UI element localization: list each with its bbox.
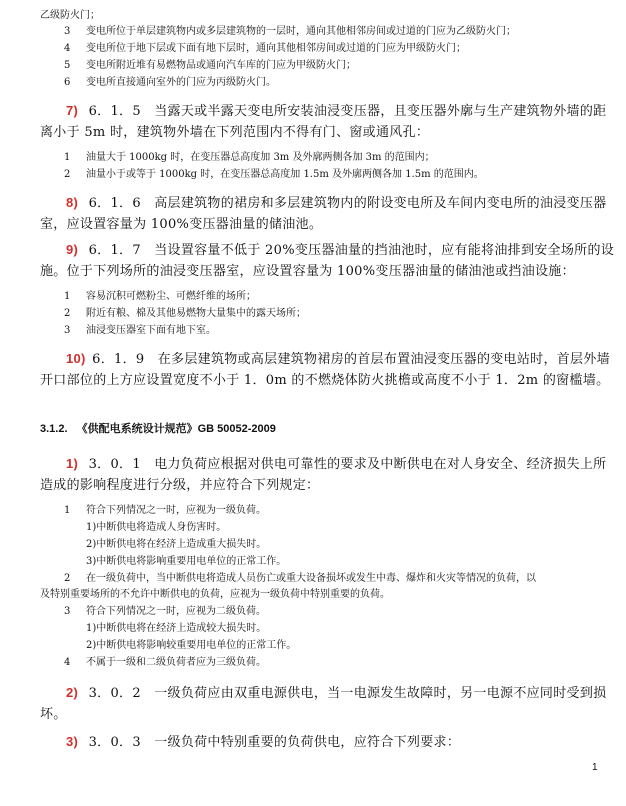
item-text: 变电所附近堆有易燃物品或通向汽车库的门应为甲级防火门； xyxy=(86,60,356,71)
item-text: 油量大于 1000kg 时，在变压器总高度加 3m 及外廓两侧各加 3m 的范围内； xyxy=(86,152,435,163)
item-text: 不属于一级和二级负荷者应为三级负荷。 xyxy=(86,657,266,668)
list-item xyxy=(64,25,516,39)
item-text: 附近有粮、棉及其他易燃物大量集中的露天场所； xyxy=(86,308,306,319)
section-heading xyxy=(40,420,276,436)
list-item xyxy=(64,605,266,619)
item-text: 变电所位于单层建筑物内或多层建筑物的一层时，通向其他相邻房间或过道的门应为乙级防火门； xyxy=(86,26,516,37)
clause-marker: 2) xyxy=(66,685,79,700)
item-number: 4 xyxy=(64,43,71,54)
sub-item: 2)中断供电将在经济上造成重大损失时。 xyxy=(86,539,267,550)
list-item xyxy=(64,151,435,165)
clause-line xyxy=(66,194,606,213)
item-number: 3 xyxy=(64,26,71,37)
clause-marker: 8) xyxy=(66,195,79,210)
list-item xyxy=(64,168,484,182)
clause-text: 3．0．3 一级负荷中特别重要的负荷供电，应符合下列要求： xyxy=(88,735,461,750)
item-text: 变电所直接通向室外的门应为丙级防火门。 xyxy=(86,77,276,88)
item-number: 3 xyxy=(64,325,71,336)
item-text: 容易沉积可燃粉尘、可燃纤维的场所； xyxy=(86,291,256,302)
item-text: 油浸变压器室下面有地下室。 xyxy=(86,325,216,336)
list-item xyxy=(64,324,216,338)
section-number: 3.1.2. xyxy=(40,423,68,435)
list-item xyxy=(64,572,536,586)
page-number: 1 xyxy=(592,762,598,773)
item-text: 油量小于或等于 1000kg 时，在变压器总高度加 1.5m 及外廓两侧各加 1.5m 的范围内。 xyxy=(86,169,484,180)
list-item xyxy=(64,504,266,518)
list-item xyxy=(64,307,306,321)
list-item xyxy=(64,76,276,90)
sub-item: 3)中断供电将影响重要用电单位的正常工作。 xyxy=(86,556,287,567)
text-line: 及特别重要场所的不允许中断供电的负荷，应视为一级负荷中特别重要的负荷。 xyxy=(40,589,390,600)
clause-marker: 1) xyxy=(66,456,79,471)
item-text: 变电所位于地下层或下面有地下层时，通向其他相邻房间或过道的门应为甲级防火门； xyxy=(86,43,466,54)
clause-line: 离小于 5m 时，建筑物外墙在下列范围内不得有门、窗或通风孔： xyxy=(40,125,430,140)
clause-text: 3．0．2 一级负荷应由双重电源供电，当一电源发生故障时，另一电源不应同时受到损 xyxy=(88,686,607,701)
list-item xyxy=(64,42,466,56)
section-title: 《供配电系统设计规范》GB 50052-2009 xyxy=(76,423,276,435)
clause-line xyxy=(66,241,614,260)
clause-marker: 9) xyxy=(66,242,79,257)
item-number: 1 xyxy=(64,152,71,163)
list-item xyxy=(64,59,356,73)
item-number: 1 xyxy=(64,505,71,516)
clause-line xyxy=(66,684,606,703)
clause-marker: 10) xyxy=(66,351,86,366)
clause-line xyxy=(66,350,610,369)
item-number: 2 xyxy=(64,308,71,319)
clause-line xyxy=(66,455,606,474)
clause-text: 6．1．7 当设置容量不低于 20%变压器油量的挡油池时，应有能将油排到安全场所的设 xyxy=(88,243,615,258)
sub-item: 1)中断供电将造成人身伤害时。 xyxy=(86,522,227,533)
clause-line: 造成的影响程度进行分级，并应符合下列规定： xyxy=(40,478,320,493)
clause-line xyxy=(66,102,606,121)
item-number: 1 xyxy=(64,291,71,302)
list-item xyxy=(64,290,256,304)
text-line: 乙级防火门； xyxy=(40,10,100,21)
item-number: 2 xyxy=(64,169,71,180)
item-text: 符合下列情况之一时，应视为一级负荷。 xyxy=(86,505,266,516)
clause-text: 6．1．9 在多层建筑物或高层建筑物裙房的首层布置油浸变压器的变电站时，首层外墙 xyxy=(92,352,610,367)
clause-line: 坏。 xyxy=(40,707,67,722)
item-number: 5 xyxy=(64,60,71,71)
item-number: 4 xyxy=(64,657,71,668)
clause-text: 3．0．1 电力负荷应根据对供电可靠性的要求及中断供电在对人身安全、经济损失上所 xyxy=(88,457,607,472)
clause-line xyxy=(66,733,460,752)
clause-text: 6．1．5 当露天或半露天变电所安装油浸变压器，且变压器外廓与生产建筑物外墙的距 xyxy=(88,104,607,119)
clause-text: 6．1．6 高层建筑物的裙房和多层建筑物内的附设变电所及车间内变电所的油浸变压器 xyxy=(88,196,607,211)
clause-marker: 7) xyxy=(66,103,79,118)
clause-marker: 3) xyxy=(66,734,79,749)
item-number: 3 xyxy=(64,606,71,617)
sub-item: 2)中断供电将影响较重要用电单位的正常工作。 xyxy=(86,640,297,651)
sub-item: 1)中断供电将在经济上造成较大损失时。 xyxy=(86,623,267,634)
list-item xyxy=(64,656,266,670)
clause-line: 室，应设置容量为 100%变压器油量的储油池。 xyxy=(40,217,323,232)
item-text: 在一级负荷中，当中断供电将造成人员伤亡或重大设备损坏或发生中毒、爆炸和火灾等情况的负荷，以 xyxy=(86,573,536,584)
clause-line: 开口部位的上方应设置宽度不小于 1．0m 的不燃烧体防火挑檐或高度不小于 1．2m 的窗槛墙。 xyxy=(40,373,610,388)
item-number: 6 xyxy=(64,77,71,88)
item-number: 2 xyxy=(64,573,71,584)
item-text: 符合下列情况之一时，应视为二级负荷。 xyxy=(86,606,266,617)
clause-line: 施。位于下列场所的油浸变压器室，应设置容量为 100%变压器油量的储油池或挡油设施： xyxy=(40,264,575,279)
